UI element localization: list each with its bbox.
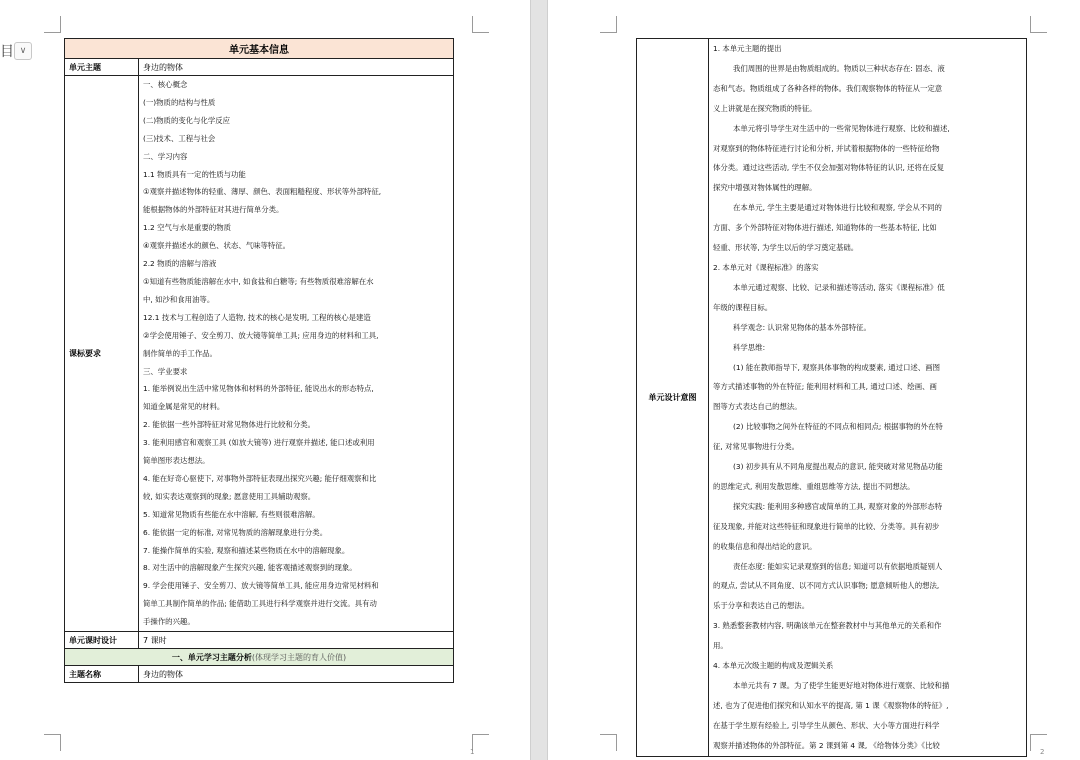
section-heading: [65, 649, 454, 666]
design-intent-line: 体分类。通过这些活动, 学生不仅会加强对物体特征的认识, 还将在反复: [713, 163, 945, 173]
curriculum-line: 较, 如实表达观察到的现象; 愿意使用工具辅助观察。: [143, 491, 316, 501]
curriculum-content: [139, 76, 454, 632]
topic-value: 身边的物体: [139, 666, 454, 683]
design-intent-content: [709, 39, 1027, 757]
page-number: 1: [470, 748, 475, 756]
design-intent-line: 观察并描述物体的外部特征。第 2 课到第 4 课, 《给物体分类》《比较: [713, 740, 940, 750]
curriculum-line: 12.1 技术与工程创造了人造物, 技术的核心是发明, 工程的核心是建造: [143, 312, 371, 322]
curriculum-line: 6. 能依据一定的标准, 对常见物质的溶解现象进行分类。: [143, 527, 328, 537]
unit-theme-value: 身边的物体: [139, 59, 454, 76]
page-corner-mark: [44, 734, 61, 751]
view-mode-icon[interactable]: 目: [0, 44, 14, 60]
curriculum-line: 二、学习内容: [143, 151, 188, 161]
design-intent-line: 本单元通过观察、比较、记录和描述等活动, 落实《课程标准》低: [733, 282, 945, 292]
design-intent-line: 方面、多个外部特征对物体进行描述, 知道物体的一些基本特征, 比如: [713, 223, 937, 233]
curriculum-line: 1.1 物质具有一定的性质与功能: [143, 169, 246, 179]
hours-value: 7 课时: [139, 632, 454, 649]
curriculum-line: ①知道有些物质能溶解在水中, 如食盐和白糖等; 有些物质很难溶解在水: [143, 276, 374, 286]
design-intent-line: 述, 也为了促进他们探究和认知水平的提高, 第 1 课《观察物体的特征》,: [713, 700, 949, 710]
design-intent-line: 1. 本单元主题的提出: [713, 44, 782, 53]
design-intent-line: 本单元共有 7 课。为了使学生能更好地对物体进行观察、比较和描: [733, 681, 950, 690]
page-corner-mark: [472, 16, 489, 33]
curriculum-line: 1. 能举例说出生活中常见物体和材料的外部特征, 能说出水的形态特点,: [143, 384, 374, 394]
design-intent-line: (1) 能在教师指导下, 观察具体事物的构成要素, 通过口述、画图: [733, 362, 940, 372]
design-intent-line: 的收集信息和得出结论的意识。: [713, 541, 817, 551]
design-intent-line: (2) 比较事物之间外在特征的不同点和相同点; 根据事物的外在特: [733, 422, 943, 432]
design-intent-line: 轻重、形状等, 为学生以后的学习奠定基础。: [713, 243, 859, 253]
design-intent-line: 乐于分享和表达自己的想法。: [713, 601, 810, 611]
curriculum-line: ①观察并描述物体的轻重、薄厚、颜色、表面粗糙程度、形状等外部特征,: [143, 187, 382, 197]
design-intent-line: 在本单元, 学生主要是通过对物体进行比较和观察, 学会从不同的: [733, 203, 942, 213]
design-intent-line: 在基于学生原有经验上, 引导学生从颜色、形状、大小等方面进行科学: [713, 720, 940, 730]
design-intent-line: 探究中增强对物体属性的理解。: [713, 183, 817, 193]
curriculum-line: 能根据物体的外部特征对其进行简单分类。: [143, 205, 284, 215]
design-intent-line: 图等方式表达自己的想法。: [713, 402, 802, 412]
curriculum-line: 三、学业要求: [143, 366, 188, 376]
section-title: 一、单元学习主题分析: [171, 652, 252, 662]
design-intent-line: 2. 本单元对《课程标准》的落实: [713, 262, 819, 272]
curriculum-line: 简单工具制作简单的作品; 能借助工具进行科学观察并进行交流。具有动: [143, 599, 377, 609]
curriculum-line: 2. 能依据一些外部特征对常见物体进行比较和分类。: [143, 420, 315, 430]
page-corner-mark: [44, 16, 61, 33]
curriculum-line: 制作简单的手工作品。: [143, 348, 217, 358]
design-intent-line: 义上讲就是在探究物质的特征。: [713, 103, 817, 113]
unit-theme-label: 单元主题: [65, 59, 139, 76]
curriculum-line: 4. 能在好奇心驱使下, 对事物外部特征表现出探究兴趣; 能仔细观察和比: [143, 473, 377, 483]
curriculum-line: 9. 学会使用锤子、安全剪刀、放大镜等简单工具, 能应用身边常见材料和: [143, 581, 379, 591]
design-intent-line: 征及现象, 并能对这些特征和现象进行简单的比较、分类等。具有初步: [713, 521, 940, 531]
chevron-down-icon[interactable]: ∨: [14, 42, 32, 60]
document-page-1: [0, 0, 530, 760]
curriculum-line: 1.2 空气与水是重要的物质: [143, 223, 232, 233]
design-intent-line: 对观察到的物体特征进行讨论和分析, 并试着根据物体的一些特征给物: [713, 143, 940, 153]
curriculum-line: (二)物质的变化与化学反应: [143, 115, 231, 125]
section-subtitle: (体现学习主题的育人价值): [251, 652, 347, 662]
curriculum-line: 2.2 物质的溶解与溶液: [143, 259, 217, 269]
curriculum-label: 课标要求: [65, 76, 139, 632]
design-intent-line: 4. 本单元次级主题的构成及逻辑关系: [713, 661, 834, 671]
curriculum-line: 知道金属是常见的材料。: [143, 402, 225, 412]
curriculum-line: 5. 知道常见物质有些能在水中溶解, 有些则很难溶解。: [143, 509, 320, 519]
curriculum-line: 简单图形表达想法。: [143, 456, 210, 466]
design-intent-line: 的观点, 尝试从不同角度、以不同方式认识事物; 愿意倾听他人的想法,: [713, 581, 940, 591]
curriculum-line: 3. 能利用感官和观察工具 (如放大镜等) 进行观察并描述, 能口述或利用: [143, 438, 375, 448]
design-intent-line: (3) 初步具有从不同角度提出观点的意识, 能突破对常见物品功能: [733, 462, 943, 472]
design-intent-line: 征, 对常见事物进行分类。: [713, 442, 799, 452]
hours-label: 单元课时设计: [65, 632, 139, 649]
design-intent-line: 3. 熟悉整套教材内容, 明确该单元在整套教材中与其他单元的关系和作: [713, 621, 942, 631]
curriculum-line: 8. 对生活中的溶解现象产生探究兴趣, 能客观描述观察到的现象。: [143, 563, 357, 573]
curriculum-line: (三)技术、工程与社会: [143, 133, 216, 143]
design-intent-line: 探究实践: 能利用多种感官或简单的工具, 观察对象的外部形态特: [733, 501, 943, 511]
page-corner-mark: [472, 734, 489, 751]
curriculum-line: 中, 如沙和食用油等。: [143, 294, 215, 304]
page-number: 2: [1040, 748, 1045, 756]
design-intent-line: 科学观念: 认识常见物体的基本外部特征。: [733, 322, 871, 332]
design-intent-line: 科学思维:: [733, 342, 766, 352]
design-intent-line: 的思维定式, 利用发散思维、重组思维等方法, 提出不同想法。: [713, 481, 915, 491]
curriculum-line: ④观察并描述水的颜色、状态、气味等特征。: [143, 241, 291, 251]
curriculum-line: ②学会使用锤子、安全剪刀、放大镜等简单工具; 应用身边的材料和工具,: [143, 330, 379, 340]
design-intent-label: 单元设计意图: [637, 39, 709, 757]
view-toolbar: [0, 38, 32, 64]
curriculum-line: 手操作的兴趣。: [143, 617, 195, 627]
design-intent-line: 责任态度: 能如实记录观察到的信息; 知道可以有依据地质疑别人: [733, 561, 943, 571]
design-intent-table: [636, 38, 1027, 757]
design-intent-line: 用。: [713, 641, 728, 651]
curriculum-line: 一、核心概念: [143, 80, 188, 89]
topic-label: 主题名称: [65, 666, 139, 683]
design-intent-line: 本单元将引导学生对生活中的一些常见物体进行观察、比较和描述,: [733, 123, 950, 133]
page-corner-mark: [600, 734, 617, 751]
design-intent-line: 年级的课程目标。: [713, 302, 773, 312]
table-title: 单元基本信息: [65, 39, 454, 59]
curriculum-line: 7. 能操作简单的实验, 观察和描述某些物质在水中的溶解现象。: [143, 545, 350, 555]
design-intent-line: 态和气态。物质组成了各种各样的物体。我们观察物体的特征从一定意: [713, 83, 943, 93]
design-intent-line: 我们周围的世界是由物质组成的。物质以三种状态存在: 固态、液: [733, 63, 945, 73]
unit-info-table: [64, 38, 454, 683]
page-corner-mark: [600, 16, 617, 33]
page-gap: [530, 0, 548, 760]
curriculum-line: (一)物质的结构与性质: [143, 97, 216, 107]
page-corner-mark: [1030, 16, 1047, 33]
design-intent-line: 等方式描述事物的外在特征; 能利用材料和工具, 通过口述、绘画、画: [713, 382, 937, 392]
